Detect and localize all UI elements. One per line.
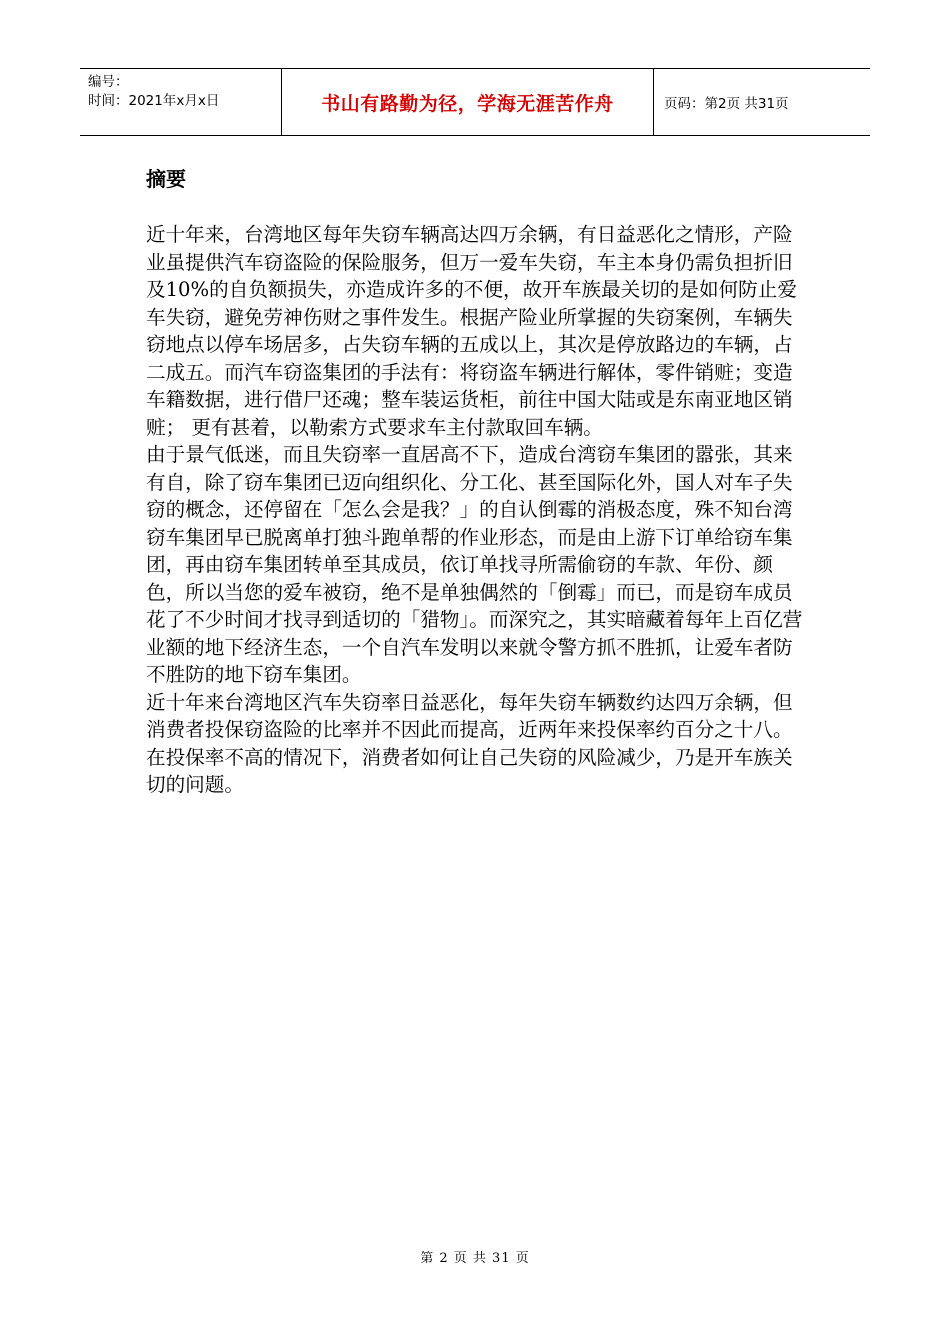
paragraph-2: 由于景气低迷，而且失窃率一直居高不下，造成台湾窃车集团的嚣张，其来有自，除了窃车集团已迈向组织化、分工化、甚至国际化外，国人对车子失窃的概念，还停留在「怎么会是我？」的自认倒霉的消极态度，殊不知台湾窃车集团早已脱离单打独斗跑单帮的作业形态，而是由上游下订单给窃车集团，再由窃车集团转单至其成员，依订单找寻所需偷窃的车款、年份、颜色，所以当您的爱车被窃，绝不是单独偶然的「倒霉」而已，而是窃车成员花了不少时间才找寻到适切的「猎物」。而深究之，其实暗藏着每年上百亿营业额的地下经济生态，一个自汽车发明以来就令警方抓不胜抓，让爱车者防不胜防的地下窃车集团。 xyxy=(146,443,803,686)
body-text xyxy=(146,221,806,799)
header-page-info xyxy=(654,69,870,135)
header-motto: 书山有路勤为径，学海无涯苦作舟 xyxy=(282,69,654,135)
header-number-label: 编号： xyxy=(88,74,129,90)
page-header xyxy=(80,68,870,136)
header-date: 时间：2021年x月x日 xyxy=(88,93,220,109)
paragraph-1: 近十年来，台湾地区每年失窃车辆高达四万余辆，有日益恶化之情形，产险业虽提供汽车窃盗险的保险服务，但万一爱车失窃，车主本身仍需负担折旧及10%的自负额损失，亦造成许多的不便，故开车族最关切的是如何防止爱车失窃，避免劳神伤财之事件发生。根据产险业所掌握的失窃案例，车辆失窃地点以停车场居多，占失窃车辆的五成以上，其次是停放路边的车辆，占二成五。而汽车窃盗集团的手法有：将窃盗车辆进行解体，零件销赃；变造车籍数据，进行借尸还魂；整车装运货柜，前往中国大陆或是东南亚地区销赃； 更有甚着，以勒索方式要求车主付款取回车辆。 xyxy=(146,223,797,439)
header-meta xyxy=(80,69,282,135)
section-heading: 摘要 xyxy=(146,167,186,191)
header-page-number: 页码：第2页 共31页 xyxy=(664,96,789,112)
page-footer: 第 2 页 共 31 页 xyxy=(420,1251,530,1266)
paragraph-3: 近十年来台湾地区汽车失窃率日益恶化，每年失窃车辆数约达四万余辆，但消费者投保窃盗险的比率并不因此而提高，近两年来投保率约百分之十八。在投保率不高的情况下，消费者如何让自己失窃的风险减少，乃是开车族关切的问题。 xyxy=(146,690,793,796)
